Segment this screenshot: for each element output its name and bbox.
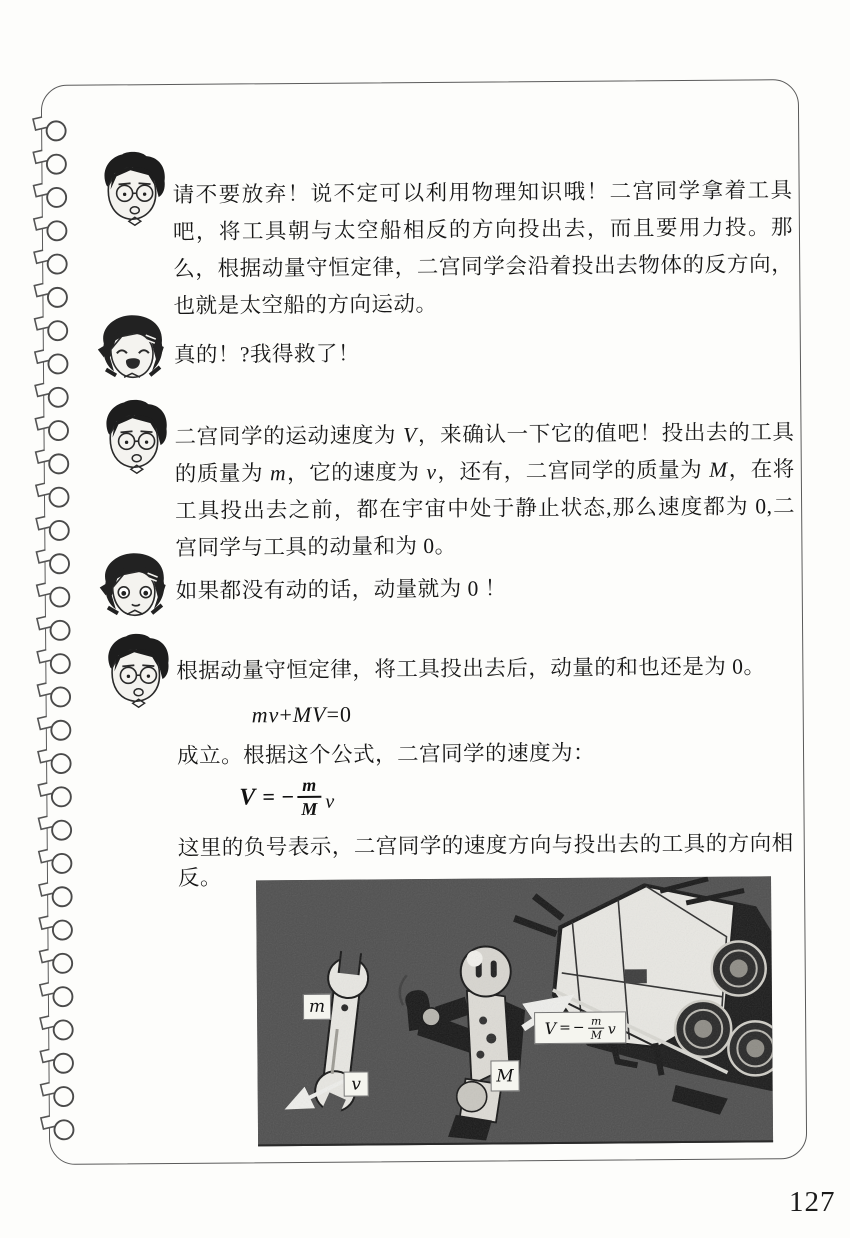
avatar-girl-happy [94, 313, 173, 396]
equation-velocity: V = − $\frac{m}{M}$ v [239, 774, 335, 819]
equation-holds-text: 成立。根据这个公式，二宫同学的速度为： [176, 740, 596, 768]
illustration-panel [256, 876, 773, 1146]
mass-ratio-fraction: $\frac{m}{M}$ [297, 776, 321, 818]
velocity-symbol: V [239, 783, 256, 810]
equation-note-text: 这里的负号表示，二宫同学的速度方向与投出去的工具的方向相反。 [177, 831, 794, 890]
label-velocity-formula: V = − $\frac{m}{M}$ v [534, 1011, 626, 1044]
page-number: 127 [789, 1186, 836, 1218]
photo-grain-texture [256, 876, 773, 1144]
avatar-senior-boy-glasses [94, 399, 173, 482]
speech-text: 如果都没有动的话，动量就为 0 ！ [175, 576, 507, 603]
speech-text: 真的！?我得救了！ [173, 341, 361, 367]
avatar-senior-boy-glasses [96, 633, 175, 716]
dialogue-row [42, 146, 798, 318]
spiral-binding [30, 86, 80, 1164]
speech-text: 根据动量守恒定律，将工具投出去后，动量的和也还是为 0。 [176, 654, 766, 683]
label-tool-mass: m [303, 994, 331, 1020]
label-tool-velocity: v [344, 1071, 369, 1096]
notebook-page [41, 79, 807, 1165]
equation-momentum: mv+MV=0 [251, 701, 353, 728]
avatar-senior-boy-glasses [92, 151, 171, 234]
avatar-girl [95, 551, 174, 634]
speech-text: 请不要放弃！说不定可以利用物理知识哦！二宫同学拿着工具吧，将工具朝与太空船相反的方向投出去，而且要用力投。那么，根据动量守恒定律，二宫同学会沿着投出去物体的反方向，也就是太空船的方向运动。 [172, 178, 794, 318]
speech-text: 二宫同学的运动速度为 V，来确认一下它的值吧！投出去的工具的质量为 m，它的速度为 v，还有，二宫同学的质量为 M，在将工具投出去之前，都在宇宙中处于静止状态,那么速度都为 0,二宫同学与工具的动量和为 0。 [174, 420, 796, 560]
label-astronaut-mass: M [490, 1060, 519, 1091]
label-fraction: $\frac{m}{M}$ [589, 1015, 604, 1040]
